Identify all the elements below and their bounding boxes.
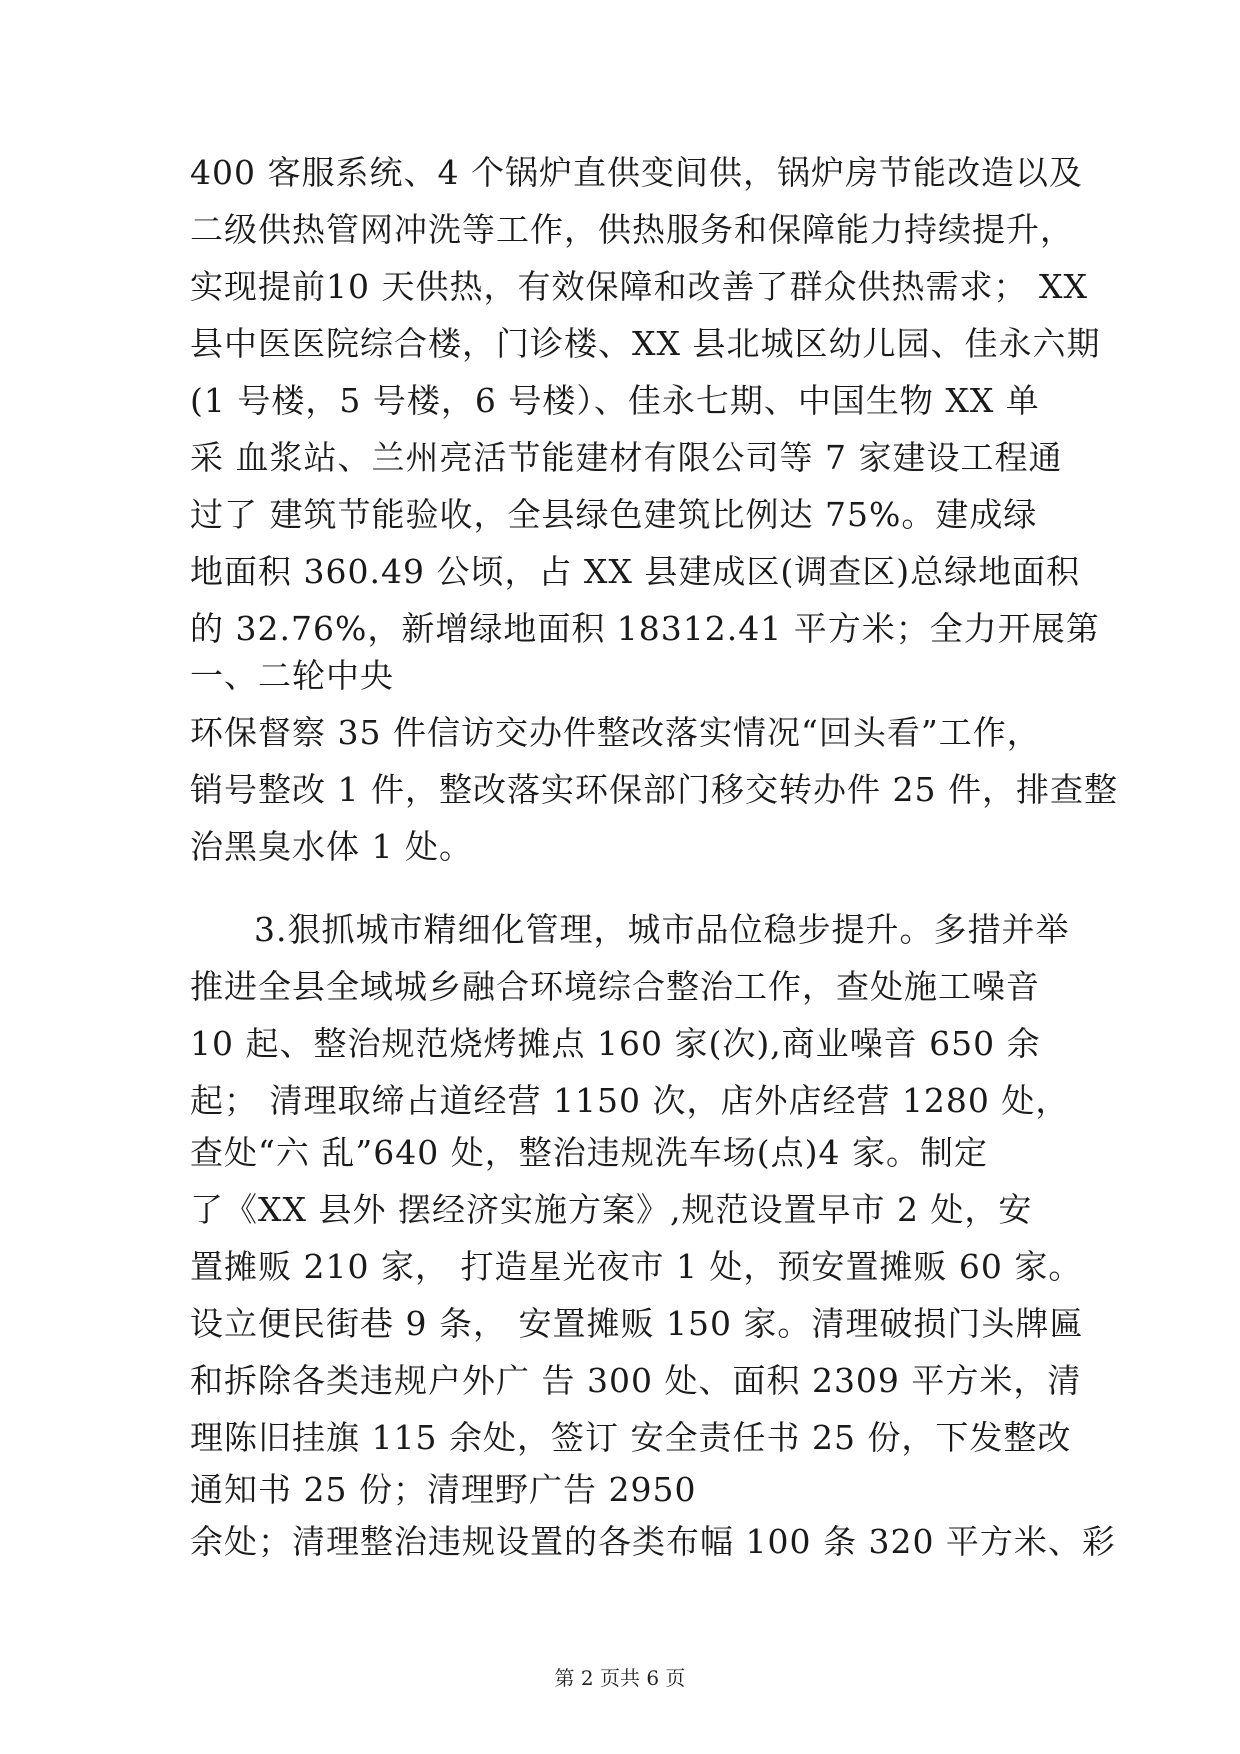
text-line: 县中医医院综合楼，门诊楼、XX 县北城区幼儿园、佳永六期 [190, 324, 1101, 363]
text-line: 余处；清理整治违规设置的各类布幅 100 条 320 平方米、彩 [190, 1522, 1116, 1561]
text-line: 查处“六 乱”640 处，整治违规洗车场(点)4 家。制定 [190, 1133, 988, 1172]
page-number-footer: 第 2 页共 6 页 [554, 1666, 686, 1690]
text-line: 实现提前10 天供热，有效保障和改善了群众供热需求； XX [190, 267, 1088, 306]
text-line: 过了 建筑节能验收，全县绿色建筑比例达 75%。建成绿 [190, 495, 1038, 534]
text-line: 环保督察 35 件信访交办件整改落实情况“回头看”工作， [190, 713, 1041, 752]
text-line: (1 号楼，5 号楼，6 号楼）、佳永七期、中国生物 XX 单 [190, 381, 1040, 420]
text-line: 400 客服系统、4 个锅炉直供变间供，锅炉房节能改造以及 [190, 153, 1083, 192]
text-line: 推进全县全域城乡融合环境综合整治工作，查处施工噪音 [190, 967, 1040, 1006]
text-line: 采 血浆站、兰州亮活节能建材有限公司等 7 家建设工程通 [190, 438, 1063, 477]
text-line: 起； 清理取缔占道经营 1150 次，店外店经营 1280 处， [190, 1081, 1070, 1120]
text-line: 二级供热管网冲洗等工作，供热服务和保障能力持续提升， [190, 210, 1074, 249]
text-line: 10 起、整治规范烧烤摊点 160 家(次),商业噪音 650 余 [190, 1024, 1041, 1063]
text-line: 理陈旧挂旗 115 余处，签订 安全责任书 25 份，下发整改 [190, 1418, 1072, 1457]
text-line: 3.狠抓城市精细化管理，城市品位稳步提升。多措并举 [254, 910, 1070, 949]
text-line: 地面积 360.49 公顷，占 XX 县建成区(调查区)总绿地面积 [190, 552, 1081, 591]
text-line: 了《XX 县外 摆经济实施方案》,规范设置早市 2 处，安 [190, 1190, 1033, 1229]
text-line: 和拆除各类违规户外广 告 300 处、面积 2309 平方米，清 [190, 1361, 1082, 1400]
text-line: 销号整改 1 件，整改落实环保部门移交转办件 25 件，排查整 [190, 770, 1118, 809]
text-line: 一、二轮中央 [190, 656, 394, 695]
text-line: 治黑臭水体 1 处。 [190, 827, 473, 866]
text-line: 的 32.76%，新增绿地面积 18312.41 平方米；全力开展第 [190, 609, 1100, 648]
text-line: 置摊贩 210 家， 打造星光夜市 1 处，预安置摊贩 60 家。 [190, 1247, 1083, 1286]
text-line: 设立便民街巷 9 条， 安置摊贩 150 家。清理破损门头牌匾 [190, 1304, 1084, 1343]
text-line: 通知书 25 份；清理野广告 2950 [190, 1470, 697, 1509]
